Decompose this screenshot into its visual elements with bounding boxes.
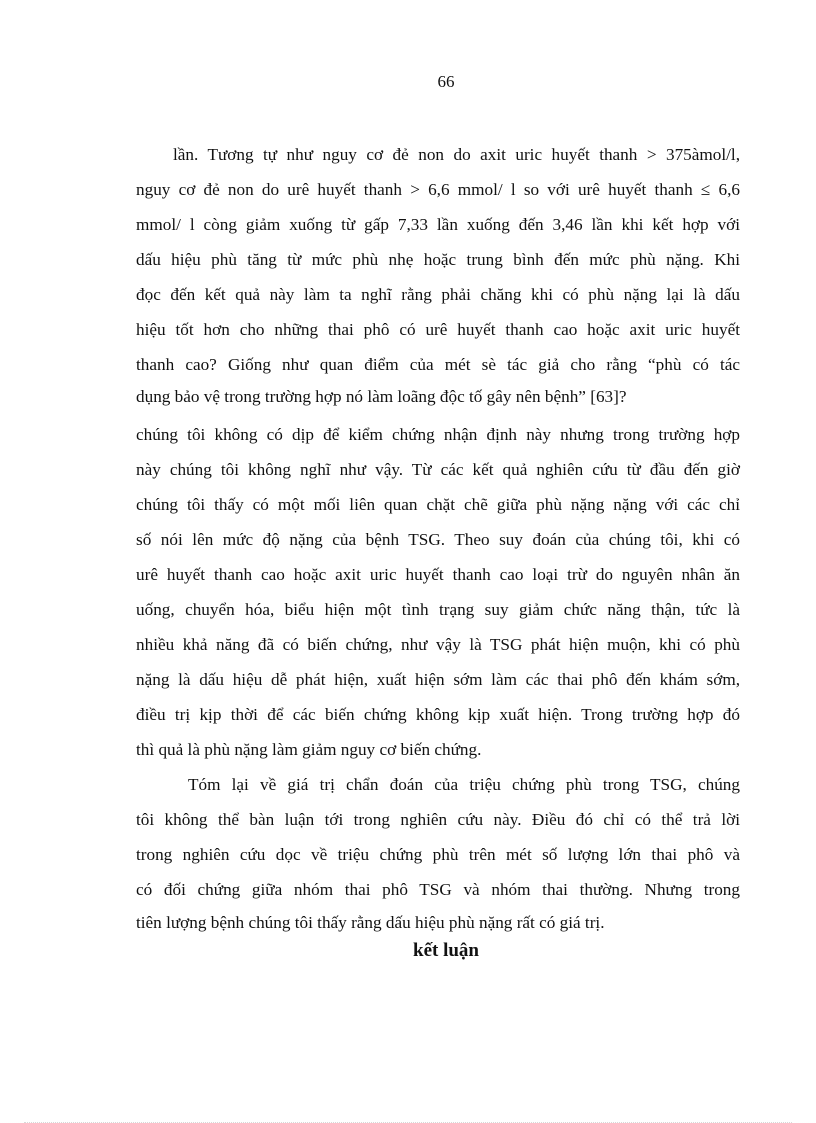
text-line: dấu hiệu phù tăng từ mức phù nhẹ hoặc trung bình đến mức phù nặng. Khi: [136, 250, 740, 269]
text-line: này chúng tôi không nghĩ như vậy. Từ các kết quả nghiên cứu từ đầu đến giờ: [136, 460, 740, 479]
text-line: nhiều khả năng đã có biến chứng, như vậy là TSG phát hiện muộn, khi có phù: [136, 635, 740, 654]
page-number: 66: [437, 72, 455, 91]
text-line: uống, chuyển hóa, biểu hiện một tình trạng suy giảm chức năng thận, tức là: [136, 600, 740, 619]
text-line: nặng là dấu hiệu dễ phát hiện, xuất hiện sớm làm các thai phô đến khám sớm,: [136, 670, 740, 689]
text-line: hiệu tốt hơn cho những thai phô có urê huyết thanh cao hoặc axit uric huyết: [136, 320, 740, 339]
text-line: dụng bảo vệ trong trường hợp nó làm loãng độc tố gây nên bệnh” [63]?: [136, 387, 627, 406]
text-line: chúng tôi không có dịp để kiểm chứng nhận định này nhưng trong trường hợp: [136, 425, 740, 444]
text-line: đọc đến kết quả này làm ta nghĩ rằng phải chăng khi có phù nặng lại là dấu: [136, 285, 740, 304]
text-line: mmol/ l còng giảm xuống từ gấp 7,33 lần xuống đến 3,46 lần khi kết hợp với: [136, 215, 740, 234]
text-line: urê huyết thanh cao hoặc axit uric huyết thanh cao loại trừ do nguyên nhân ăn: [136, 565, 740, 584]
text-line: tôi không thể bàn luận tới trong nghiên cứu này. Điều đó chỉ có thể trả lời: [136, 810, 740, 829]
text-line: số nói lên mức độ nặng của bệnh TSG. Theo suy đoán của chúng tôi, khi có: [136, 530, 740, 549]
text-line: tiên lượng bệnh chúng tôi thấy rằng dấu hiệu phù nặng rất có giá trị.: [136, 913, 605, 932]
text-line: có đối chứng giữa nhóm thai phô TSG và nhóm thai thường. Nhưng trong: [136, 880, 740, 899]
text-line: điều trị kịp thời để các biến chứng không kịp xuất hiện. Trong trường hợp đó: [136, 705, 740, 724]
text-line: nguy cơ đẻ non do urê huyết thanh > 6,6 mmol/ l so với urê huyết thanh ≤ 6,6: [136, 180, 740, 199]
text-line: thanh cao? Giống như quan điểm của mét sè tác giả cho rằng “phù có tác: [136, 355, 740, 374]
text-line: chúng tôi thấy có một mối liên quan chặt chẽ giữa phù nặng nặng với các chỉ: [136, 495, 740, 514]
text-line: thì quả là phù nặng làm giảm nguy cơ biến chứng.: [136, 740, 482, 759]
text-line: lần. Tương tự như nguy cơ đẻ non do axit uric huyết thanh > 375àmol/l,: [173, 145, 740, 164]
section-heading: kết luận: [413, 940, 479, 961]
text-line: trong nghiên cứu dọc về triệu chứng phù trên mét số lượng lớn thai phô và: [136, 845, 740, 864]
text-line: Tóm lại về giá trị chẩn đoán của triệu chứng phù trong TSG, chúng: [188, 775, 740, 794]
